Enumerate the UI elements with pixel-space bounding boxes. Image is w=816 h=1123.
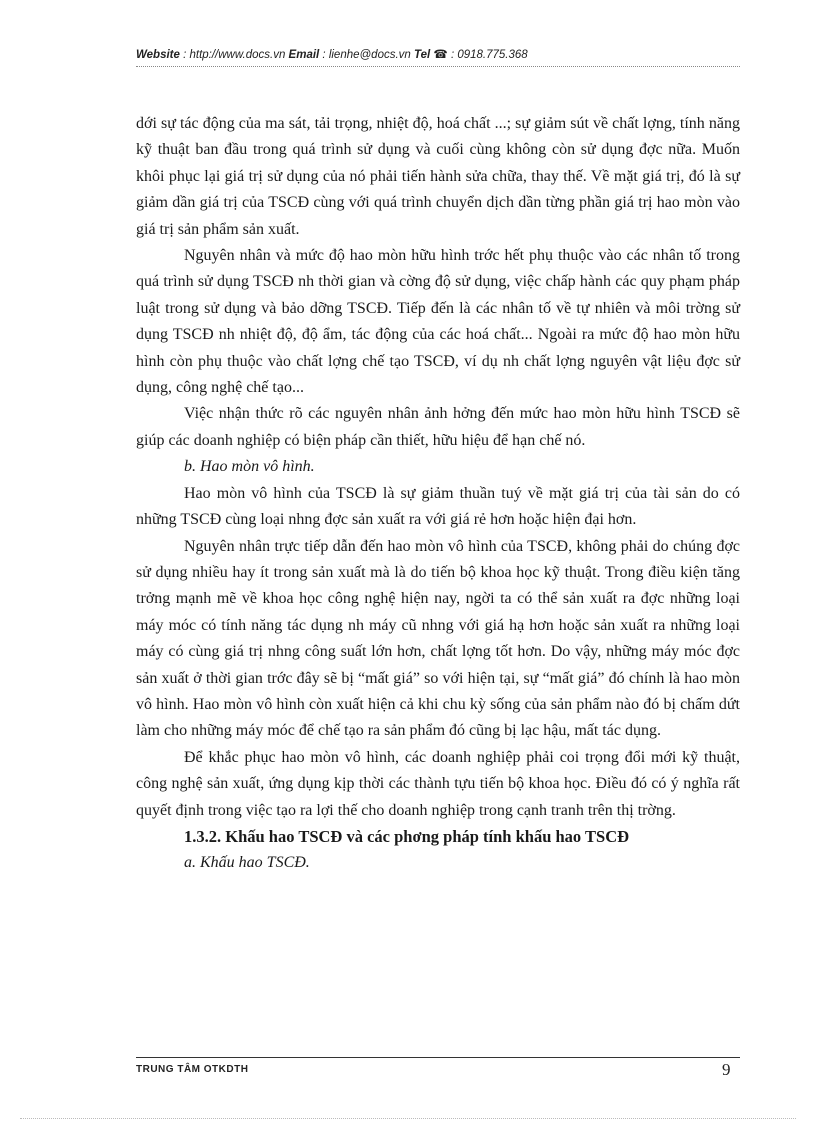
page-bottom-border (20, 1118, 796, 1119)
footer-organization: TRUNG TÂM OTKDTH (136, 1064, 249, 1075)
tel-label: Tel (414, 49, 431, 61)
website-url[interactable]: : http://www.docs.vn (179, 49, 289, 61)
page-header (136, 47, 740, 61)
paragraph-2: Nguyên nhân và mức độ hao mòn hữu hình trớc hết phụ thuộc vào các nhân tố trong quá trình sử dụng TSCĐ nh thời gian và cờng độ sử dụng, việc chấp hành các quy phạm pháp luật trong sử dụng và bảo dỡng TSCĐ. Tiếp đến là các nhân tố về tự nhiên và môi trờng sử dụng TSCĐ nh nhiệt độ, độ ẩm, tác động của các hoá chất... Ngoài ra mức độ hao mòn hữu hình còn phụ thuộc vào chất lợng chế tạo TSCĐ, ví dụ nh chất lợng nguyên vật liệu đợc sử dụng, công nghệ chế tạo... (136, 247, 740, 397)
document-body (136, 111, 740, 877)
footer-divider (136, 1057, 740, 1058)
email-label: Email (288, 49, 320, 61)
page-number: 9 (722, 1060, 731, 1079)
paragraph-5: Nguyên nhân trực tiếp dẫn đến hao mòn vô hình của TSCĐ, không phải do chúng đợc sử dụng nhiều hay ít trong sản xuất mà là do tiến bộ khoa học kỹ thuật. Trong điều kiện tăng trởng mạnh mẽ về khoa học công nghệ hiện nay, ngời ta có thể sản xuất ra đợc những loại máy móc có tính năng tác dụng nh máy cũ nhng với giá hạ hơn hoặc sản xuất ra những loại máy có cùng giá trị nhng công suất lớn hơn, chất lợng tốt hơn. Do vậy, những máy móc đợc sản xuất ở thời gian trớc đây sẽ bị “mất giá” so với hiện tại, sự “mất giá” đó chính là hao mòn vô hình. Hao mòn vô hình còn xuất hiện cả khi chu kỳ sống của sản phẩm nào đó bị chấm dứt làm cho những máy móc để chế tạo ra sản phẩm đó cũng bị lạc hậu, mất tác dụng. (136, 537, 740, 740)
website-label: Website (136, 49, 180, 61)
paragraph-3: Việc nhận thức rõ các nguyên nhân ảnh hởng đến mức hao mòn hữu hình TSCĐ sẽ giúp các doanh nghiệp có biện pháp cần thiết, hữu hiệu để hạn chế nó. (136, 405, 740, 449)
phone-icon: ☎ (433, 49, 448, 61)
subheading-a: a. Khấu hao TSCĐ. (184, 854, 310, 872)
tel-number: : 0918.775.368 (447, 49, 528, 61)
header-divider (136, 66, 740, 67)
paragraph-4: Hao mòn vô hình của TSCĐ là sự giảm thuần tuý về mặt giá trị của tài sản do có những TSCĐ cùng loại nhng đợc sản xuất ra với giá rẻ hơn hoặc hiện đại hơn. (136, 484, 740, 529)
subheading-b: b. Hao mòn vô hình. (184, 458, 315, 476)
paragraph-1: dới sự tác động của ma sát, tải trọng, nhiệt độ, hoá chất ...; sự giảm sút về chất lợng, tính năng kỹ thuật ban đầu trong quá trình sử dụng và cuối cùng không còn sử dụng đợc nữa. Muốn khôi phục lại giá trị sử dụng của nó phải tiến hành sửa chữa, thay thế. Về mặt giá trị, đó là sự giảm dần giá trị của TSCĐ cùng với quá trình chuyển dịch dần từng phần giá trị hao mòn vào giá trị sản phẩm sản xuất. (136, 115, 740, 238)
section-heading: 1.3.2. Khấu hao TSCĐ và các phơng pháp tính khấu hao TSCĐ (184, 826, 630, 846)
email-address[interactable]: : lienhe@docs.vn (319, 49, 415, 61)
paragraph-6: Để khắc phục hao mòn vô hình, các doanh nghiệp phải coi trọng đổi mới kỹ thuật, công nghệ sản xuất, ứng dụng kịp thời các thành tựu tiến bộ khoa học. Điều đó có ý nghĩa rất quyết định trong việc tạo ra lợi thế cho doanh nghiệp trong cạnh tranh trên thị trờng. (136, 748, 740, 819)
